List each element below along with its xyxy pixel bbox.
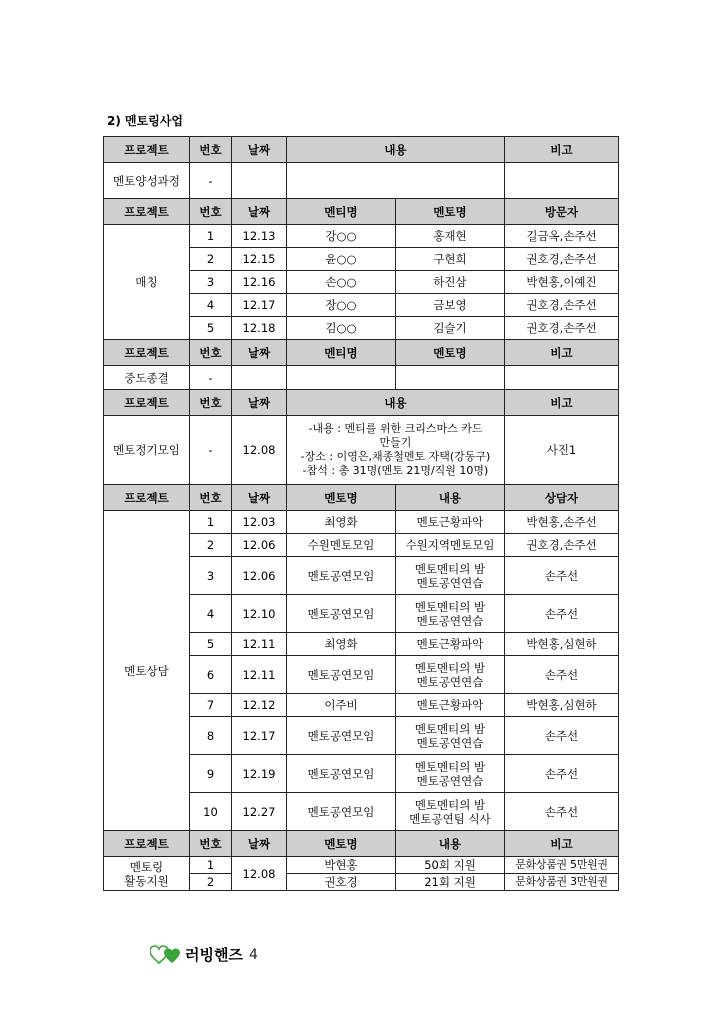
header-cell: 프로젝트: [104, 137, 190, 163]
header-cell: 멘토명: [396, 199, 505, 225]
date-cell: 12.16: [232, 271, 287, 294]
date-cell: 12.11: [232, 633, 287, 656]
content-line: 멘토공연연습: [416, 575, 484, 590]
number-cell: 10: [190, 793, 232, 831]
mentee-cell: 강○○: [287, 225, 396, 248]
mentee-cell: 김○○: [287, 317, 396, 340]
content-line: 멘토공연연습: [416, 735, 484, 750]
project-cell: [104, 857, 190, 891]
mentor-cell: 최영화: [287, 633, 396, 656]
date-cell: 12.11: [232, 656, 287, 694]
visitor-cell: 권호경,손주선: [505, 294, 619, 317]
project-cell: 중도종결: [104, 366, 190, 390]
mentee-cell: 손○○: [287, 271, 396, 294]
mentor-cell: 김슬기: [396, 317, 505, 340]
header-cell: 날짜: [232, 390, 287, 416]
content-line: 멘토멘티의 밤: [414, 660, 486, 675]
table-row: [104, 511, 619, 534]
header-cell: 번호: [190, 340, 232, 366]
date-cell: 12.18: [232, 317, 287, 340]
content-line: 멘토멘티의 밤: [414, 599, 486, 614]
content-cell: [396, 595, 505, 633]
mentor-cell: 이주비: [287, 694, 396, 717]
date-cell: 12.19: [232, 755, 287, 793]
project-cell: 멘토상담: [104, 511, 190, 831]
content-cell: [287, 163, 505, 199]
number-cell: 1: [190, 511, 232, 534]
content-cell: 50회 지원: [396, 857, 505, 874]
mentor-cell: 멘토공연모임: [287, 656, 396, 694]
content-cell: [396, 694, 505, 717]
content-line: -장소 : 이영은,채종철멘토 자택(강동구): [300, 450, 491, 463]
project-cell: 멘토양성과정: [104, 163, 190, 199]
date-cell: 12.06: [232, 557, 287, 595]
counselor-cell: 손주선: [505, 557, 619, 595]
visitor-cell: 박현홍,이예진: [505, 271, 619, 294]
table-row: [104, 225, 619, 248]
content-cell: [396, 511, 505, 534]
content-line: 만들기: [379, 436, 412, 449]
date-cell: 12.27: [232, 793, 287, 831]
header-cell: 날짜: [232, 831, 287, 857]
date-cell: 12.13: [232, 225, 287, 248]
mentoring-table: [103, 136, 619, 891]
header-cell: 멘토명: [287, 831, 396, 857]
counselor-cell: 권호경,손주선: [505, 534, 619, 557]
header-cell: 비고: [505, 137, 619, 163]
mentee-cell: [287, 366, 396, 390]
mentor-cell: 권호경: [287, 874, 396, 891]
content-line: 멘토공연연습: [416, 613, 484, 628]
mentee-cell: 장○○: [287, 294, 396, 317]
header-row: [104, 199, 619, 225]
project-line: 멘토링: [129, 859, 164, 874]
content-line: 멘토멘티의 밤: [414, 561, 486, 576]
content-line: 멘토공연팀 식사: [409, 811, 491, 826]
content-cell: [396, 656, 505, 694]
mentor-cell: 멘토공연모임: [287, 717, 396, 755]
note-cell: 문화상품권 5만원권: [505, 857, 619, 874]
number-cell: 8: [190, 717, 232, 755]
content-line: 멘토근황파악: [416, 515, 484, 529]
header-cell: 프로젝트: [104, 199, 190, 225]
counselor-cell: 박현홍,손주선: [505, 511, 619, 534]
page-number: 4: [248, 946, 258, 963]
content-line: 멘토공연연습: [416, 674, 484, 689]
header-cell: 프로젝트: [104, 390, 190, 416]
header-cell: 번호: [190, 137, 232, 163]
counselor-cell: 손주선: [505, 793, 619, 831]
project-line: 활동지원: [124, 873, 169, 888]
mentor-cell: 최영화: [287, 511, 396, 534]
note-cell: [505, 366, 619, 390]
date-cell: 12.10: [232, 595, 287, 633]
mentor-cell: 멘토공연모임: [287, 557, 396, 595]
date-cell: 12.12: [232, 694, 287, 717]
mentor-cell: 박현홍: [287, 857, 396, 874]
project-cell: 멘토정기모임: [104, 416, 190, 485]
header-cell: 비고: [505, 390, 619, 416]
table-row: [104, 163, 619, 199]
header-cell: 멘토명: [396, 340, 505, 366]
header-cell: 날짜: [232, 137, 287, 163]
header-cell: 멘티명: [287, 199, 396, 225]
date-cell: [232, 163, 287, 199]
date-cell: 12.17: [232, 717, 287, 755]
date-cell: 12.08: [232, 416, 287, 485]
table-row: [104, 416, 619, 485]
counselor-cell: 박현홍,심현하: [505, 694, 619, 717]
header-row: [104, 485, 619, 511]
header-cell: 비고: [505, 340, 619, 366]
content-line: 수원지역멘토모임: [405, 538, 495, 552]
visitor-cell: 권호경,손주선: [505, 248, 619, 271]
number-cell: 7: [190, 694, 232, 717]
header-cell: 멘티명: [287, 340, 396, 366]
number-cell: 1: [190, 225, 232, 248]
number-cell: 2: [190, 874, 232, 891]
content-line: -내용 : 멘티를 위한 크리스마스 카드: [308, 422, 483, 435]
content-cell: [396, 793, 505, 831]
number-cell: -: [190, 163, 232, 199]
header-cell: 번호: [190, 390, 232, 416]
number-cell: 9: [190, 755, 232, 793]
visitor-cell: 길금옥,손주선: [505, 225, 619, 248]
counselor-cell: 손주선: [505, 595, 619, 633]
header-cell: 상담자: [505, 485, 619, 511]
header-cell: 내용: [287, 137, 505, 163]
footer: [150, 944, 258, 965]
date-cell: 12.08: [232, 857, 287, 891]
number-cell: 6: [190, 656, 232, 694]
header-cell: 내용: [396, 485, 505, 511]
date-cell: 12.06: [232, 534, 287, 557]
date-cell: [232, 366, 287, 390]
mentor-cell: 금보영: [396, 294, 505, 317]
number-cell: 5: [190, 317, 232, 340]
content-cell: [396, 557, 505, 595]
content-line: 멘토근황파악: [416, 698, 484, 712]
content-line: 멘토근황파악: [416, 637, 484, 651]
content-cell: [396, 633, 505, 656]
table-row: [104, 857, 619, 874]
mentor-cell: 하진삼: [396, 271, 505, 294]
header-row: [104, 137, 619, 163]
mentor-cell: 멘토공연모임: [287, 793, 396, 831]
content-cell: 21회 지원: [396, 874, 505, 891]
table-row: [104, 366, 619, 390]
number-cell: 2: [190, 534, 232, 557]
note-cell: [505, 163, 619, 199]
header-cell: 내용: [287, 390, 505, 416]
header-row: [104, 390, 619, 416]
content-cell: [396, 755, 505, 793]
content-cell: [287, 416, 505, 485]
counselor-cell: 손주선: [505, 717, 619, 755]
content-line: 멘토멘티의 밤: [414, 759, 486, 774]
content-line: -참석 : 총 31명(멘토 21명/직원 10명): [302, 464, 489, 477]
number-cell: 5: [190, 633, 232, 656]
counsel-rows: [104, 511, 619, 831]
header-cell: 프로젝트: [104, 485, 190, 511]
number-cell: 3: [190, 557, 232, 595]
header-cell: 날짜: [232, 485, 287, 511]
number-cell: 3: [190, 271, 232, 294]
mentor-cell: 구현희: [396, 248, 505, 271]
header-cell: 번호: [190, 485, 232, 511]
header-cell: 프로젝트: [104, 340, 190, 366]
content-line: 멘토멘티의 밤: [414, 797, 486, 812]
number-cell: 4: [190, 294, 232, 317]
mentor-cell: [396, 366, 505, 390]
header-cell: 방문자: [505, 199, 619, 225]
number-cell: 1: [190, 857, 232, 874]
number-cell: -: [190, 416, 232, 485]
counselor-cell: 손주선: [505, 656, 619, 694]
number-cell: -: [190, 366, 232, 390]
mentee-cell: 윤○○: [287, 248, 396, 271]
project-cell: 매칭: [104, 225, 190, 340]
counselor-cell: 박현홍,심현하: [505, 633, 619, 656]
date-cell: 12.15: [232, 248, 287, 271]
mentor-cell: 홍재현: [396, 225, 505, 248]
number-cell: 2: [190, 248, 232, 271]
header-cell: 프로젝트: [104, 831, 190, 857]
header-row: [104, 340, 619, 366]
header-cell: 번호: [190, 199, 232, 225]
date-cell: 12.03: [232, 511, 287, 534]
date-cell: 12.17: [232, 294, 287, 317]
header-cell: 날짜: [232, 199, 287, 225]
section-title: 2) 멘토링사업: [107, 114, 183, 128]
note-cell: 사진1: [505, 416, 619, 485]
content-line: 멘토멘티의 밤: [414, 721, 486, 736]
note-cell: 문화상품권 3만원권: [505, 874, 619, 891]
mentor-cell: 수원멘토모임: [287, 534, 396, 557]
header-cell: 날짜: [232, 340, 287, 366]
number-cell: 4: [190, 595, 232, 633]
mentor-cell: 멘토공연모임: [287, 595, 396, 633]
header-cell: 멘토명: [287, 485, 396, 511]
content-line: 멘토공연연습: [416, 773, 484, 788]
mentor-cell: 멘토공연모임: [287, 755, 396, 793]
counselor-cell: 손주선: [505, 755, 619, 793]
header-cell: 내용: [396, 831, 505, 857]
hearts-logo-icon: [150, 945, 182, 965]
content-cell: [396, 534, 505, 557]
content-cell: [396, 717, 505, 755]
header-cell: 비고: [505, 831, 619, 857]
brand-name: 러빙핸즈: [185, 946, 243, 964]
visitor-cell: 권호경,손주선: [505, 317, 619, 340]
header-cell: 번호: [190, 831, 232, 857]
header-row: [104, 831, 619, 857]
